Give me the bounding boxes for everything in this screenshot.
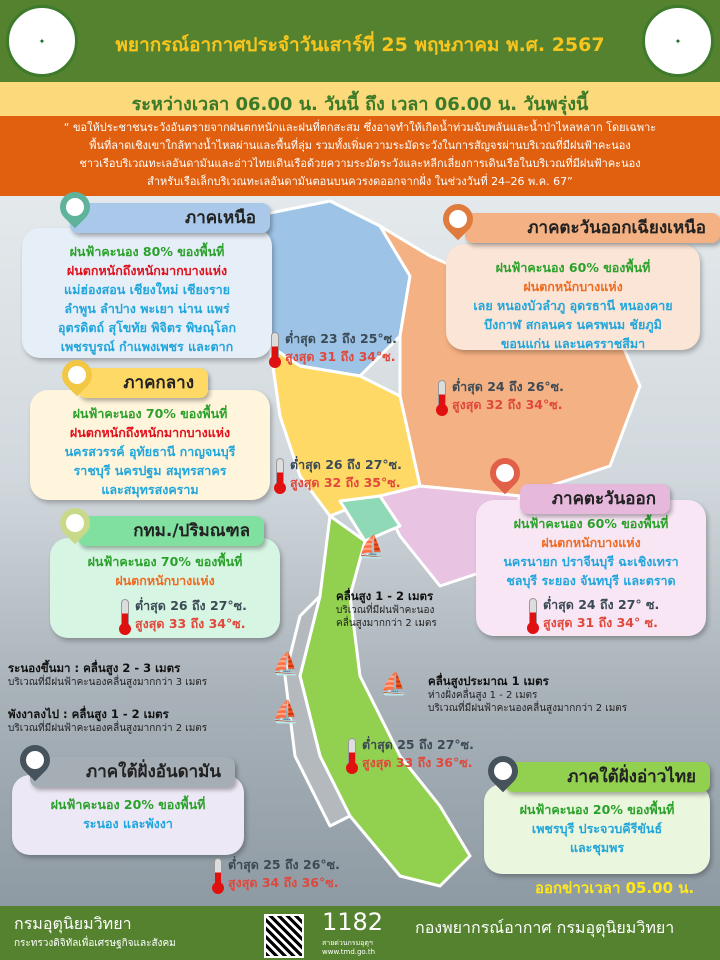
website-link[interactable]: www.tmd.go.th <box>322 948 375 956</box>
footer <box>0 906 720 960</box>
sailboat-icon: ⛵ <box>358 535 386 560</box>
north-temp <box>285 330 397 366</box>
provinces: นครนายก ปราจีนบุรี ฉะเชิงเทรา <box>503 554 679 569</box>
wave-height: ระนองขึ้นมา : คลื่นสูง 2 - 3 เมตร <box>8 661 181 675</box>
rain-chance: ฝนฟ้าคะนอง 60% ของพื้นที่ <box>495 260 651 275</box>
temp-low: ต่ำสุด 24 ถึง 26°ซ. <box>452 379 564 394</box>
provinces: แม่ฮ่องสอน เชียงใหม่ เชียงราย <box>64 282 230 297</box>
temp-high: สูงสุด 34 ถึง 36°ซ. <box>228 875 339 890</box>
temp-low: ต่ำสุด 25 ถึง 26°ซ. <box>228 857 340 872</box>
sea-phangnga <box>8 708 207 735</box>
northeast-temp <box>452 378 564 414</box>
temp-low: ต่ำสุด 23 ถึง 25°ซ. <box>285 331 397 346</box>
temp-low: ต่ำสุด 26 ถึง 27°ซ. <box>290 457 402 472</box>
footer-division: กองพยากรณ์อากาศ กรมอุตุนิยมวิทยา <box>415 918 675 937</box>
forecast-period: ระหว่างเวลา 06.00 น. วันนี้ ถึง เวลา 06.00 น. วันพรุ่งนี้ <box>131 94 589 115</box>
sea-note: บริเวณที่มีฝนฟ้าคะนองคลื่นสูงมากกว่า 3 เมตร <box>8 677 208 688</box>
provinces: อุตรดิตถ์ สุโขทัย พิจิตร พิษณุโลก <box>57 320 237 335</box>
heavy-rain: ฝนตกหนักบางแห่ง <box>523 279 623 294</box>
region-label-central: ภาคกลาง <box>78 368 208 398</box>
thermometer-icon <box>276 458 284 490</box>
region-label-north: ภาคเหนือ <box>70 203 270 233</box>
wave-height: คลื่นสูงประมาณ 1 เมตร <box>428 674 549 688</box>
temp-high: สูงสุด 31 ถึง 34°ซ. <box>285 349 396 364</box>
sailboat-icon: ⛵ <box>272 700 300 725</box>
heavy-rain: ฝนตกหนักถึงหนักมากบางแห่ง <box>69 425 231 440</box>
rain-chance: ฝนฟ้าคะนอง 20% ของพื้นที่ <box>50 797 206 812</box>
footer-ministry: กระทรวงดิจิทัลเพื่อเศรษฐกิจและสังคม <box>14 938 176 949</box>
wave-height: พังงาลงไป : คลื่นสูง 1 - 2 เมตร <box>8 707 169 721</box>
temp-high: สูงสุด 31 ถึง 34° ซ. <box>543 615 658 630</box>
south-temp <box>362 736 474 772</box>
temp-low: ต่ำสุด 26 ถึง 27°ซ. <box>135 598 247 613</box>
thermometer-icon <box>271 332 279 364</box>
sailboat-icon: ⛵ <box>272 652 300 677</box>
temp-high: สูงสุด 32 ถึง 35°ซ. <box>290 475 401 490</box>
region-label-gulf: ภาคใต้ฝั่งอ่าวไทย <box>505 762 710 792</box>
heavy-rain: ฝนตกหนักถึงหนักมากบางแห่ง <box>66 263 228 278</box>
provinces: เพชรบูรณ์ กำแพงเพชร และตาก <box>60 339 234 354</box>
temp-high: สูงสุด 33 ถึง 34°ซ. <box>135 616 246 631</box>
provinces: ขอนแก่น และนครราชสีมา <box>500 336 646 351</box>
temp-high: สูงสุด 33 ถึง 36°ซ. <box>362 755 473 770</box>
provinces: ลำพูน ลำปาง พะเยา น่าน แพร่ <box>64 301 230 316</box>
sea-note: บริเวณที่มีฝนฟ้าคะนองคลื่นสูงมากกว่า 2 เมตร <box>428 703 628 714</box>
thermometer-icon <box>529 598 537 630</box>
provinces: เพชรบุรี ประจวบคีรีขันธ์ <box>531 821 663 836</box>
thermometer-icon <box>214 858 222 890</box>
rain-chance: ฝนฟ้าคะนอง 80% ของพื้นที่ <box>69 244 225 259</box>
issued-time: ออกข่าวเวลา 05.00 น. <box>535 879 695 897</box>
heavy-rain: ฝนตกหนักบางแห่ง <box>115 573 215 588</box>
provinces: และชุมพร <box>569 840 625 855</box>
provinces: ระนอง และพังงา <box>83 816 173 831</box>
provinces: นครสวรรค์ อุทัยธานี กาญจนบุรี <box>64 444 236 459</box>
region-label-east: ภาคตะวันออก <box>520 484 670 514</box>
provinces: บึงกาฬ สกลนคร นครพนม ชัยภูมิ <box>484 317 662 332</box>
bangkok-temp <box>135 597 247 633</box>
rain-chance: ฝนฟ้าคะนอง 20% ของพื้นที่ <box>519 802 675 817</box>
ministry-logo: ✦ <box>6 5 78 77</box>
north-callout <box>22 228 272 358</box>
warning-line: สำหรับเรือเล็กบริเวณทะเลอันดามันตอนบนควรงดออกจากฝั่ง ในช่วงวันที่ 24–26 พ.ค. 67” <box>147 175 573 188</box>
sea-lower-gulf <box>428 675 627 715</box>
temp-high: สูงสุด 32 ถึง 34°ซ. <box>452 397 563 412</box>
east-temp <box>543 596 659 632</box>
rain-chance: ฝนฟ้าคะนอง 60% ของพื้นที่ <box>513 516 669 531</box>
central-temp <box>290 456 402 492</box>
sea-note: คลื่นสูงมากกว่า 2 เมตร <box>336 618 437 629</box>
qr-code[interactable] <box>264 914 304 958</box>
warning-line: “ ขอให้ประชาชนระวังอันตรายจากฝนตกหนักและฝนที่ตกสะสม ซึ่งอาจทำให้เกิดน้ำท่วมฉับพลันและน้ำป่าไหลหลาก โดยเฉพาะ <box>63 121 657 134</box>
andaman-callout <box>12 775 244 855</box>
andaman-temp <box>228 856 340 892</box>
wave-height: คลื่นสูง 1 - 2 เมตร <box>336 589 434 603</box>
provinces: เลย หนองบัวลำภู อุดรธานี หนองคาย <box>473 298 673 313</box>
temp-low: ต่ำสุด 24 ถึง 27° ซ. <box>543 597 660 612</box>
warning-line: ชาวเรือบริเวณทะเลอันดามันและอ่าวไทยเดินเรือด้วยความระมัดระวังและหลีกเลี่ยงการเดินเรือในบริเวณที่มีฝนฟ้าคะนอง <box>79 157 641 170</box>
provinces: และสมุทรสงคราม <box>101 482 199 497</box>
heavy-rain: ฝนตกหนักบางแห่ง <box>541 535 641 550</box>
rain-chance: ฝนฟ้าคะนอง 70% ของพื้นที่ <box>72 406 228 421</box>
warning-message <box>0 116 720 196</box>
page-title: พยากรณ์อากาศประจำวันเสาร์ที่ 25 พฤษภาคม พ.ศ. 2567 <box>115 34 605 56</box>
gulf-callout <box>484 784 710 874</box>
region-label-northeast: ภาคตะวันออกเฉียงเหนือ <box>465 213 720 243</box>
footer-org: กรมอุตุนิยมวิทยา <box>14 914 132 933</box>
sailboat-icon: ⛵ <box>380 672 408 697</box>
region-label-andaman: ภาคใต้ฝั่งอันดามัน <box>30 757 235 787</box>
rain-chance: ฝนฟ้าคะนอง 70% ของพื้นที่ <box>87 554 243 569</box>
central-callout <box>30 390 270 500</box>
tmd-logo: ✦ <box>642 5 714 77</box>
temp-low: ต่ำสุด 25 ถึง 27°ซ. <box>362 737 474 752</box>
thermometer-icon <box>348 738 356 770</box>
warning-line: พื้นที่ลาดเชิงเขาใกล้ทางน้ำไหลผ่านและพื้นที่ลุ่ม รวมทั้งเพิ่มความระมัดระวังในการสัญจรผ่านบริเวณที่มีฝนฟ้าคะนอง <box>89 139 631 152</box>
sea-note: ห่างฝั่งคลื่นสูง 1 - 2 เมตร <box>428 690 538 701</box>
provinces: ราชบุรี นครปฐม สมุทรสาคร <box>73 463 227 478</box>
northeast-callout <box>446 244 700 350</box>
thermometer-icon <box>438 380 446 412</box>
hotline-label: สายด่วนกรมอุตุฯ <box>322 939 373 947</box>
thermometer-icon <box>121 599 129 631</box>
provinces: ชลบุรี ระยอง จันทบุรี และตราด <box>506 573 676 588</box>
sea-ranong <box>8 662 207 689</box>
sea-note: บริเวณที่มีฝนฟ้าคะนอง <box>336 605 435 616</box>
sea-upper-gulf <box>336 590 437 630</box>
region-label-bangkok: กทม./ปริมณฑล <box>78 516 264 546</box>
sea-note: บริเวณที่มีฝนฟ้าคะนองคลื่นสูงมากกว่า 2 เมตร <box>8 723 208 734</box>
hotline-number: 1182 <box>322 908 384 936</box>
